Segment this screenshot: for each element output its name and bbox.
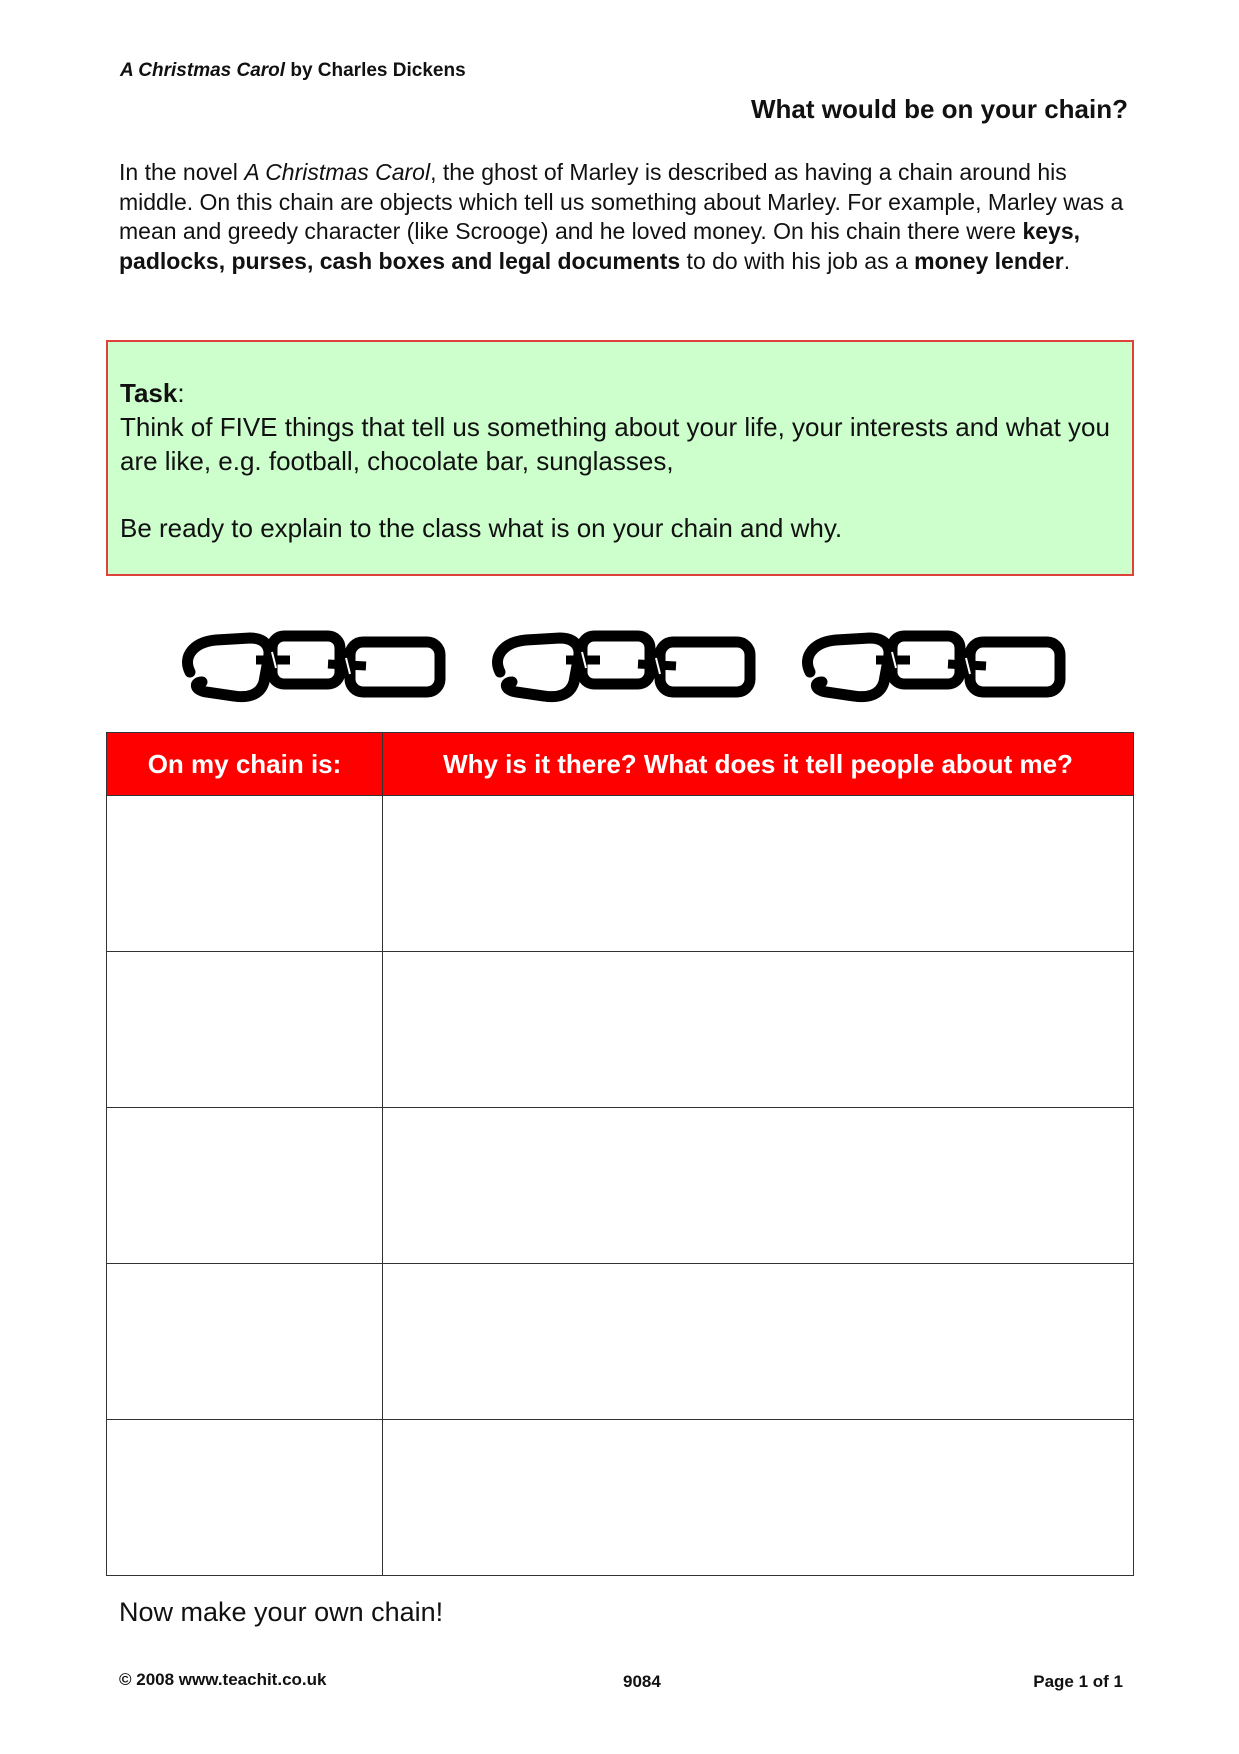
- intro-text-3: to do with his job as a: [680, 247, 915, 274]
- closing-instruction: Now make your own chain!: [119, 1597, 444, 1627]
- task-instructions-2: Be ready to explain to the class what is on your chain and why.: [120, 513, 843, 543]
- task-instructions: Think of FIVE things that tell us something about your life, your interests and what you are like, e.g. football, chocolate bar, sunglasses,: [120, 412, 1110, 476]
- table-row: [107, 1420, 1134, 1576]
- chain-icon-1: [188, 636, 440, 697]
- intro-sep-3: ,: [306, 247, 320, 274]
- column-header-item: On my chain is:: [107, 733, 383, 796]
- intro-paragraph: [119, 158, 1129, 276]
- intro-text-1: In the novel: [119, 159, 245, 185]
- intro-text-2: , the ghost of Marley is described as having a chain around his middle. On this chain are objects which tell us something about Marley. For example, Marley was a mean and greedy character (like Scrooge) and he loved money. On his chain there were: [119, 159, 1124, 244]
- reason-cell[interactable]: [383, 1108, 1134, 1264]
- task-heading-colon: :: [177, 378, 185, 408]
- intro-padlocks: padlocks: [119, 247, 219, 274]
- intro-book-title: A Christmas Carol: [244, 159, 431, 185]
- intro-purses: purses: [231, 247, 307, 274]
- task-heading-label: Task: [120, 378, 178, 408]
- item-cell[interactable]: [107, 1108, 383, 1264]
- chain-worksheet-table: [106, 732, 1134, 1576]
- intro-keys: keys: [1022, 218, 1074, 244]
- item-cell[interactable]: [107, 1264, 383, 1420]
- reason-cell[interactable]: [383, 952, 1134, 1108]
- task-heading: [120, 378, 185, 409]
- intro-text-4: .: [1063, 247, 1071, 274]
- item-cell[interactable]: [107, 952, 383, 1108]
- intro-money-lender: money lender: [914, 247, 1064, 274]
- page-title: What would be on your chain?: [751, 94, 1128, 124]
- footer-page-number: Page 1 of 1: [1033, 1672, 1123, 1691]
- table-row: [107, 1264, 1134, 1420]
- footer-copyright: © 2008 www.teachit.co.uk: [119, 1670, 327, 1689]
- table-header-row: [107, 733, 1134, 796]
- header-book-title: A Christmas Carol: [120, 60, 286, 81]
- intro-sep-1: ,: [1073, 218, 1081, 244]
- chain-illustrations: [0, 618, 1239, 708]
- column-header-reason: Why is it there? What does it tell people about me?: [383, 733, 1134, 796]
- header-byline: by Charles Dickens: [285, 60, 466, 81]
- reason-cell[interactable]: [383, 796, 1134, 952]
- document-header: [120, 60, 466, 82]
- chain-icon-3: [808, 636, 1060, 697]
- table-row: [107, 1108, 1134, 1264]
- task-box: [106, 340, 1134, 576]
- chain-icon-2: [498, 636, 750, 697]
- intro-sep-2: ,: [218, 247, 232, 274]
- reason-cell[interactable]: [383, 1420, 1134, 1576]
- item-cell[interactable]: [107, 796, 383, 952]
- reason-cell[interactable]: [383, 1264, 1134, 1420]
- item-cell[interactable]: [107, 1420, 383, 1576]
- table-row: [107, 952, 1134, 1108]
- intro-cash-boxes: cash boxes and legal documents: [319, 247, 681, 274]
- table-row: [107, 796, 1134, 952]
- footer-resource-code: 9084: [623, 1672, 661, 1691]
